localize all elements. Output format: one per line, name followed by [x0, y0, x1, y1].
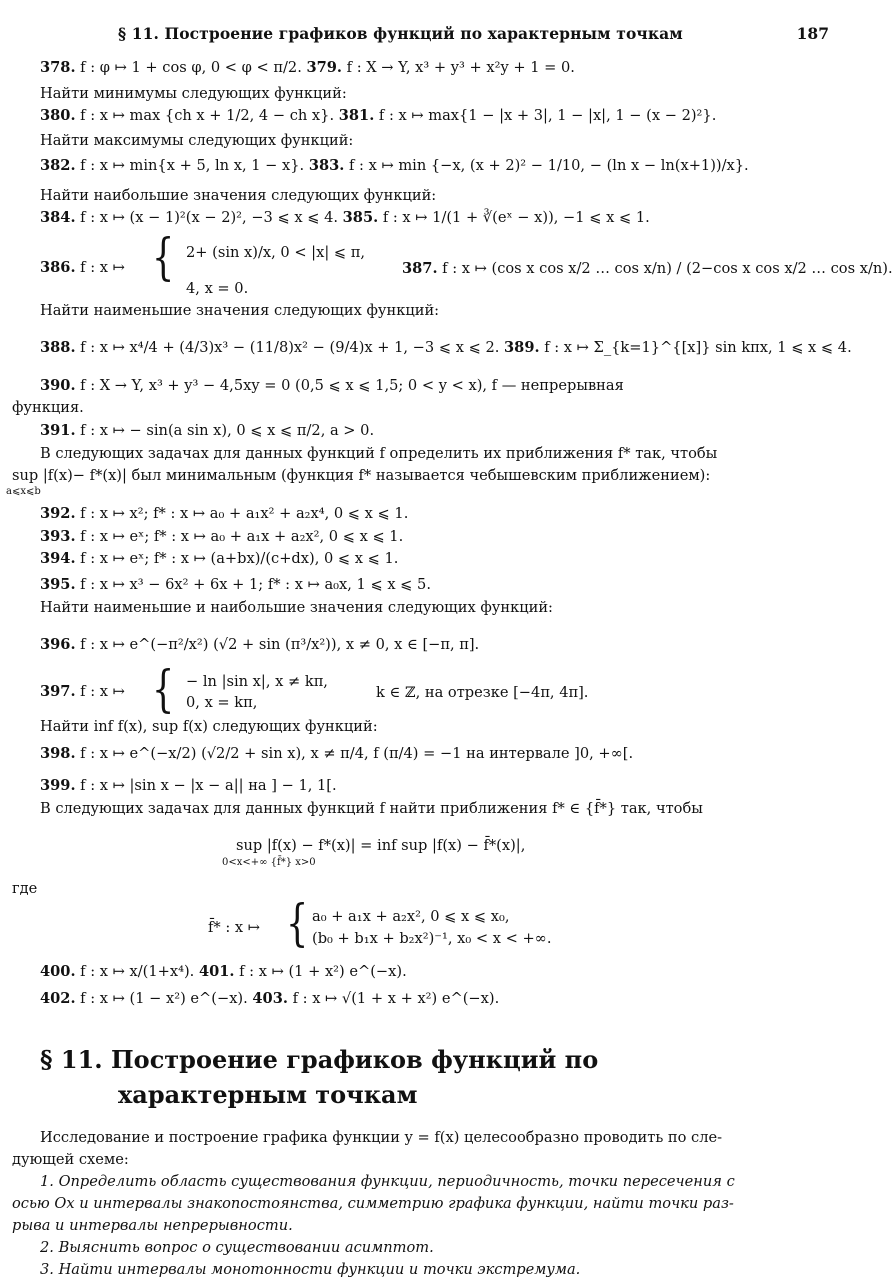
problem-text: f : x ↦ 1/(1 + ∛(eˣ − x)), −1 ⩽ x ⩽ 1.: [378, 209, 650, 226]
problem-line-386: [40, 260, 125, 277]
problem-number: 392.: [40, 505, 76, 522]
problem-text: f : x ↦ min{x + 5, ln x, 1 − x}.: [75, 157, 309, 174]
problem-text: f : x ↦ (x − 1)²(x − 2)², −3 ⩽ x ⩽ 4.: [75, 209, 343, 226]
body-line: осью Ox и интервалы знакопостоянства, симметрию графика функции, найти точки раз-: [12, 1195, 734, 1212]
instruction-line: Найти максимумы следующих функций:: [40, 132, 354, 149]
problem-line-384-385: [40, 210, 837, 227]
problem-text: f : x ↦ eˣ; f* : x ↦ (a+bx)/(c+dx), 0 ⩽ x ⩽ 1.: [75, 550, 399, 567]
problem-number: 398.: [40, 745, 76, 762]
problem-number: 390.: [40, 377, 76, 394]
instruction-line: В следующих задачах для данных функций f найти приближения f* ∈ {f̄*} так, чтобы: [40, 800, 703, 817]
problem-text: f : x ↦ eˣ; f* : x ↦ a₀ + a₁x + a₂x², 0 ⩽ x ⩽ 1.: [75, 528, 404, 545]
where-word: где: [12, 880, 38, 897]
problem-line-396: [40, 637, 837, 654]
problem-text: f : x ↦ max {ch x + 1/2, 4 − ch x}.: [75, 107, 339, 124]
problem-text: f : X → Y, x³ + y³ + x²y + 1 = 0.: [342, 59, 575, 76]
problem-line-382-383: [40, 158, 837, 175]
section-heading-line-2: характерным точкам: [118, 1080, 418, 1109]
problem-text: f : X → Y, x³ + y³ − 4,5xy = 0 (0,5 ⩽ x ⩽ 1,5; 0 < y < x), f — непрерывная: [75, 377, 624, 394]
problem-text: f : x ↦ Σ_{k=1}^{[x]} sin kπx, 1 ⩽ x ⩽ 4.: [539, 339, 852, 356]
problem-line-380-381: [40, 108, 837, 125]
problem-text: f : x ↦ x³ − 6x² + 6x + 1; f* : x ↦ a₀x, 1 ⩽ x ⩽ 5.: [75, 576, 431, 593]
problem-number: 394.: [40, 550, 76, 567]
problem-number: 386.: [40, 259, 76, 276]
problem-line-399: [40, 778, 837, 795]
problem-text: f : x ↦ x²; f* : x ↦ a₀ + a₁x² + a₂x⁴, 0 ⩽ x ⩽ 1.: [75, 505, 409, 522]
continuation-line: функция.: [12, 399, 84, 416]
problem-text: f : x ↦ (cos x cos x/2 … cos x/n) / (2−cos x cos x/2 … cos x/n).: [437, 260, 893, 277]
problem-number: 378.: [40, 59, 76, 76]
problem-text: f : x ↦: [75, 259, 125, 276]
problem-line-394: [40, 551, 837, 568]
left-brace: {: [152, 660, 175, 718]
problem-number: 393.: [40, 528, 76, 545]
instruction-line: Найти наименьшие значения следующих функций:: [40, 302, 440, 319]
problem-text: f : x ↦ − sin(a sin x), 0 ⩽ x ⩽ π/2, a > 0.: [75, 422, 375, 439]
problem-number: 397.: [40, 683, 76, 700]
instruction-line: В следующих задачах для данных функций f определить их приближения f* так, чтобы: [40, 445, 718, 462]
case-line: 0, x = kπ,: [186, 694, 258, 711]
problem-number: 379.: [306, 59, 343, 76]
problem-text: f : x ↦: [75, 683, 125, 700]
problem-text: f : x ↦ e^(−π²/x²) (√2 + sin (π³/x²)), x ≠ 0, x ∈ [−π, π].: [75, 636, 480, 653]
approx-function-label: f̄* : x ↦: [208, 919, 260, 936]
problem-number: 395.: [40, 576, 76, 593]
left-brace: {: [152, 228, 175, 286]
body-line: 1. Определить область существования функции, периодичность, точки пересечения с: [40, 1173, 735, 1190]
left-brace: {: [286, 894, 309, 952]
problem-number: 401.: [198, 963, 235, 980]
problem-line-397: [40, 684, 125, 701]
problem-number: 391.: [40, 422, 76, 439]
section-heading-line-1: § 11. Построение графиков функций по: [40, 1045, 599, 1074]
problem-text: f : x ↦ |sin x − |x − a|| на ] − 1, 1[.: [75, 777, 337, 794]
problem-line-392: [40, 506, 837, 523]
problem-text: f : x ↦ max{1 − |x + 3|, 1 − |x|, 1 − (x − 2)²}.: [374, 107, 717, 124]
problem-number: 402.: [40, 990, 76, 1007]
problem-line-393: [40, 529, 837, 546]
body-line: рыва и интервалы непрерывности.: [12, 1217, 293, 1234]
case-line: − ln |sin x|, x ≠ kπ,: [186, 673, 328, 690]
case-line: a₀ + a₁x + a₂x², 0 ⩽ x ⩽ x₀,: [312, 908, 510, 925]
problem-number: 384.: [40, 209, 76, 226]
problem-line-402-403: [40, 991, 837, 1008]
body-line: Исследование и построение графика функции y = f(x) целесообразно проводить по сле-: [40, 1129, 723, 1146]
instruction-line: Найти inf f(x), sup f(x) следующих функций:: [40, 718, 378, 735]
problem-text: f : x ↦ e^(−x/2) (√2/2 + sin x), x ≠ π/4, f (π/4) = −1 на интервале ]0, +∞[.: [75, 745, 634, 762]
instruction-line: Найти наибольшие значения следующих функций:: [40, 187, 437, 204]
body-line: 3. Найти интервалы монотонности функции и точки экстремума.: [40, 1261, 581, 1278]
problem-text: f : x ↦ min {−x, (x + 2)² − 1/10, − (ln x − ln(x+1))/x}.: [344, 157, 749, 174]
sup-subscript: a⩽x⩽b: [6, 486, 41, 497]
running-header-title: § 11. Построение графиков функций по характерным точкам: [118, 24, 683, 43]
display-formula-subscripts: 0<x<+∞ {f̄*} x>0: [222, 857, 316, 868]
problem-line-391: [40, 423, 837, 440]
problem-text: f : x ↦ (1 − x²) e^(−x).: [75, 990, 253, 1007]
problem-number: 385.: [342, 209, 379, 226]
problem-line-378-379: [40, 60, 837, 77]
problem-number: 387.: [402, 260, 438, 277]
problem-text: f : x ↦ (1 + x²) e^(−x).: [234, 963, 407, 980]
problem-text: f : x ↦ √(1 + x + x²) e^(−x).: [287, 990, 500, 1007]
problem-number: 399.: [40, 777, 76, 794]
problem-number: 403.: [252, 990, 288, 1007]
problem-line-400-401: [40, 964, 837, 981]
instruction-line: sup |f(x)− f*(x)| был минимальным (функция f* называется чебышевским приближением):: [12, 467, 711, 484]
problem-number: 388.: [40, 339, 76, 356]
problem-number: 383.: [308, 157, 345, 174]
display-formula: sup |f(x) − f*(x)| = inf sup |f(x) − f̄*(x)|,: [236, 837, 526, 854]
problem-number: 389.: [504, 339, 540, 356]
problem-line-398: [40, 746, 837, 763]
body-line: 2. Выяснить вопрос о существовании асимптот.: [40, 1239, 434, 1256]
instruction-line: Найти наименьшие и наибольшие значения следующих функций:: [40, 599, 553, 616]
case-line: 2+ (sin x)/x, 0 < |x| ⩽ π,: [186, 244, 365, 261]
running-header: [118, 24, 829, 46]
problem-number: 400.: [40, 963, 76, 980]
problem-line-395: [40, 577, 837, 594]
problem-text: f : x ↦ x⁴/4 + (4/3)x³ − (11/8)x² − (9/4)x + 1, −3 ⩽ x ⩽ 2.: [75, 339, 505, 356]
problem-number: 380.: [40, 107, 76, 124]
body-line: дующей схеме:: [12, 1151, 129, 1168]
problem-line-387: [402, 260, 893, 277]
case-line: 4, x = 0.: [186, 280, 249, 297]
problem-line-390: [40, 378, 837, 395]
problem-number: 396.: [40, 636, 76, 653]
page-number: 187: [796, 24, 829, 43]
problem-number: 382.: [40, 157, 76, 174]
problem-line-388-389: [40, 339, 852, 357]
problem-text: f : x ↦ x/(1+x⁴).: [75, 963, 199, 980]
problem-text: f : φ ↦ 1 + cos φ, 0 < φ < π/2.: [75, 59, 307, 76]
case-line: (b₀ + b₁x + b₂x²)⁻¹, x₀ < x < +∞.: [312, 930, 552, 947]
case-condition: k ∈ ℤ, на отрезке [−4π, 4π].: [376, 684, 589, 701]
instruction-line: Найти минимумы следующих функций:: [40, 85, 347, 102]
problem-number: 381.: [338, 107, 375, 124]
